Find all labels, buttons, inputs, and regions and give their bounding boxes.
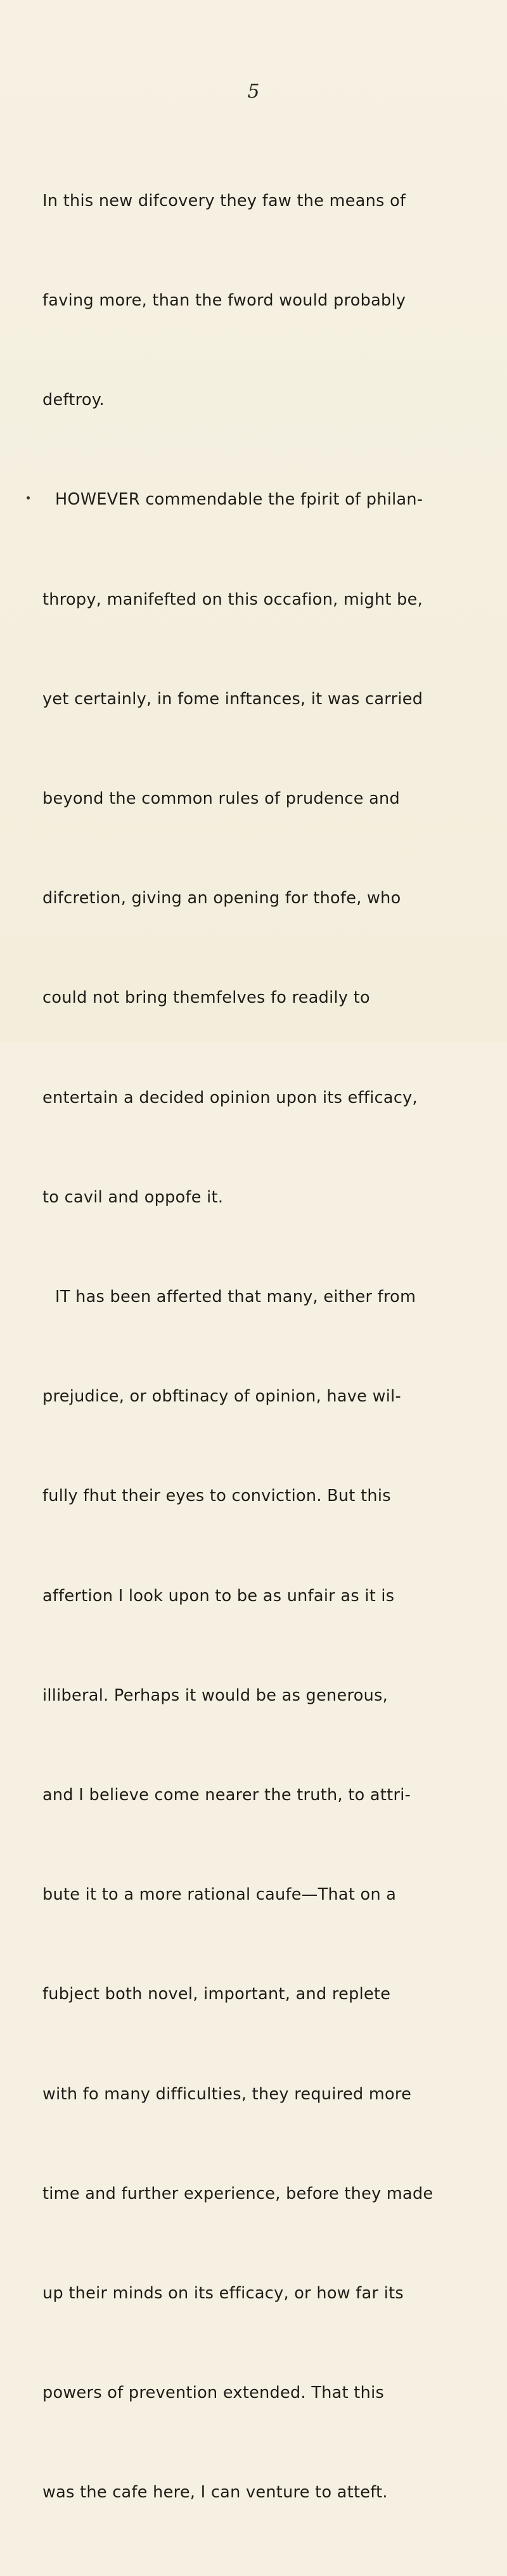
text-line-22: up their minds on its efficacy, or how far its (42, 2284, 404, 2303)
text-line-4: HOWEVER commendable the fpirit of philan- (55, 490, 423, 510)
text-line-18: bute it to a more rational caufe—That on a (42, 1885, 397, 1905)
text-line-14: fully fhut their eyes to conviction. But this (42, 1486, 391, 1506)
text-line-9: could not bring themfelves fo readily to (42, 988, 370, 1008)
text-line-17: and I believe come nearer the truth, to attri- (42, 1786, 411, 1805)
text-line-13: prejudice, or obftinacy of opinion, have wil- (42, 1387, 402, 1407)
text-line-12: IT has been afferted that many, either from (55, 1287, 416, 1307)
text-line-11: to cavil and oppofe it. (42, 1187, 224, 1207)
page-number: 5 (247, 80, 260, 103)
text-line-15: affertion I look upon to be as unfair as it is (42, 1586, 395, 1606)
text-line-2: faving more, than the fword would probably (42, 291, 406, 311)
text-line-8: difcretion, giving an opening for thofe, who (42, 889, 401, 908)
text-line-1: In this new difcovery they faw the means of (42, 191, 406, 210)
text-line-6: yet certainly, in fome inftances, it was carried (42, 689, 423, 709)
text-line-16: illiberal. Perhaps it would be as generous, (42, 1685, 388, 1705)
text-line-23: powers of prevention extended. That this (42, 2383, 385, 2403)
text-line-21: time and further experience, before they made (42, 2184, 433, 2203)
text-line-24: was the cafe here, I can venture to atteft. (42, 2483, 388, 2502)
page-body-text (42, 118, 486, 2576)
text-line-7: beyond the common rules of prudence and (42, 789, 400, 809)
text-line-20: with fo many difficulties, they required more (42, 2084, 412, 2104)
text-line-3: deftroy. (42, 390, 105, 410)
text-line-10: entertain a decided opinion upon its efficacy, (42, 1088, 418, 1107)
margin-mark (27, 496, 30, 499)
text-line-5: thropy, manifefted on this occafion, might be, (42, 589, 423, 609)
text-line-19: fubject both novel, important, and replete (42, 1985, 391, 2004)
